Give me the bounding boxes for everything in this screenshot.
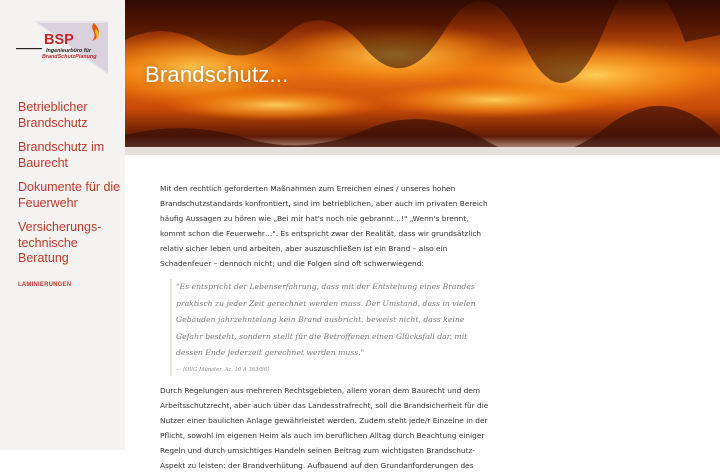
page-title: Brandschutz... xyxy=(145,62,289,87)
nav-item-betrieblicher-brandschutz[interactable]: Betrieblicher Brandschutz xyxy=(18,100,88,130)
quote-text: "Es entspricht der Lebenserfahrung, dass mit der Entstehung eines Brandes praktisch zu jeder Zeit gerechnet werden muss. Der Umstand, dass in vielen Gebäuden jahrzehntelang kein Brand ausbricht, beweist nicht, dass keine Gefahr besteht, sondern stellt für die Betroffenen einen Glücksfall dar, mit dessen Ende jederzeit gerechnet werden muss." xyxy=(176,282,476,357)
nav-item-brandschutz-im-baurecht[interactable]: Brandschutz im Baurecht xyxy=(18,140,105,170)
body-paragraph: Durch Regelungen aus mehreren Rechtsgebieten, allem voran dem Baurecht und dem Arbeitsschutzrecht, aber auch über das Landesstrafrecht, soll die Brandsicherheit für die Nutzer einer baulichen Anlage gewährleistet werden. Zudem steht jede/r Einzelne in der Pflicht, sowohl im eigenen Heim als auch im beruflichen Alltag durch Beachtung einiger Regeln und durch umsichtiges Handeln seinen Beitrag zum wichtigsten Brandschutz-Aspekt zu leisten: der Brandverhütung. Aufbauend auf den Grundanforderungen des xyxy=(160,385,489,470)
fire-image xyxy=(125,0,720,155)
sidebar xyxy=(0,0,125,450)
hero-banner xyxy=(125,0,720,155)
logo-abbr: BSP xyxy=(44,32,74,48)
logo-line1: Ingenieurbüro für xyxy=(46,48,91,54)
nav-item-dokumente-feuerwehr[interactable]: Dokumente für die Feuerwehr xyxy=(18,180,121,210)
nav-item-laminierungen[interactable]: LAMINIERUNGEN xyxy=(18,281,72,288)
article xyxy=(160,181,490,473)
bsp-logo[interactable] xyxy=(16,21,108,75)
quote-citation: — (OVG Münster, Az. 10 A 363/86) xyxy=(176,366,270,373)
main-nav xyxy=(18,100,122,298)
nav-item-versicherungstechnische-beratung[interactable]: Versicherungs-technische Beratung xyxy=(18,220,102,265)
court-quote xyxy=(170,279,490,376)
logo-line2: BrandSchutzPlanung xyxy=(42,54,97,60)
intro-paragraph: Mit den rechtlich geforderten Maßnahmen zum Erreichen eines / unseres hohen Brandschutzstandards konfrontiert, sind im betrieblichen, aber auch im privaten Bereich häufig Aussagen zu hören wie „Bei mir hat's noch nie gebrannt…!" „Wenn's brennt, kommt schon die Feuerwehr…". Es entspricht zwar der Realität, dass wir grundsätzlich relativ sicher leben und arbeiten, aber auszuschließen ist ein Brand – also ein Schadenfeuer – dennoch nicht; und die Folgen sind oft schwerwiegend: xyxy=(160,184,488,268)
